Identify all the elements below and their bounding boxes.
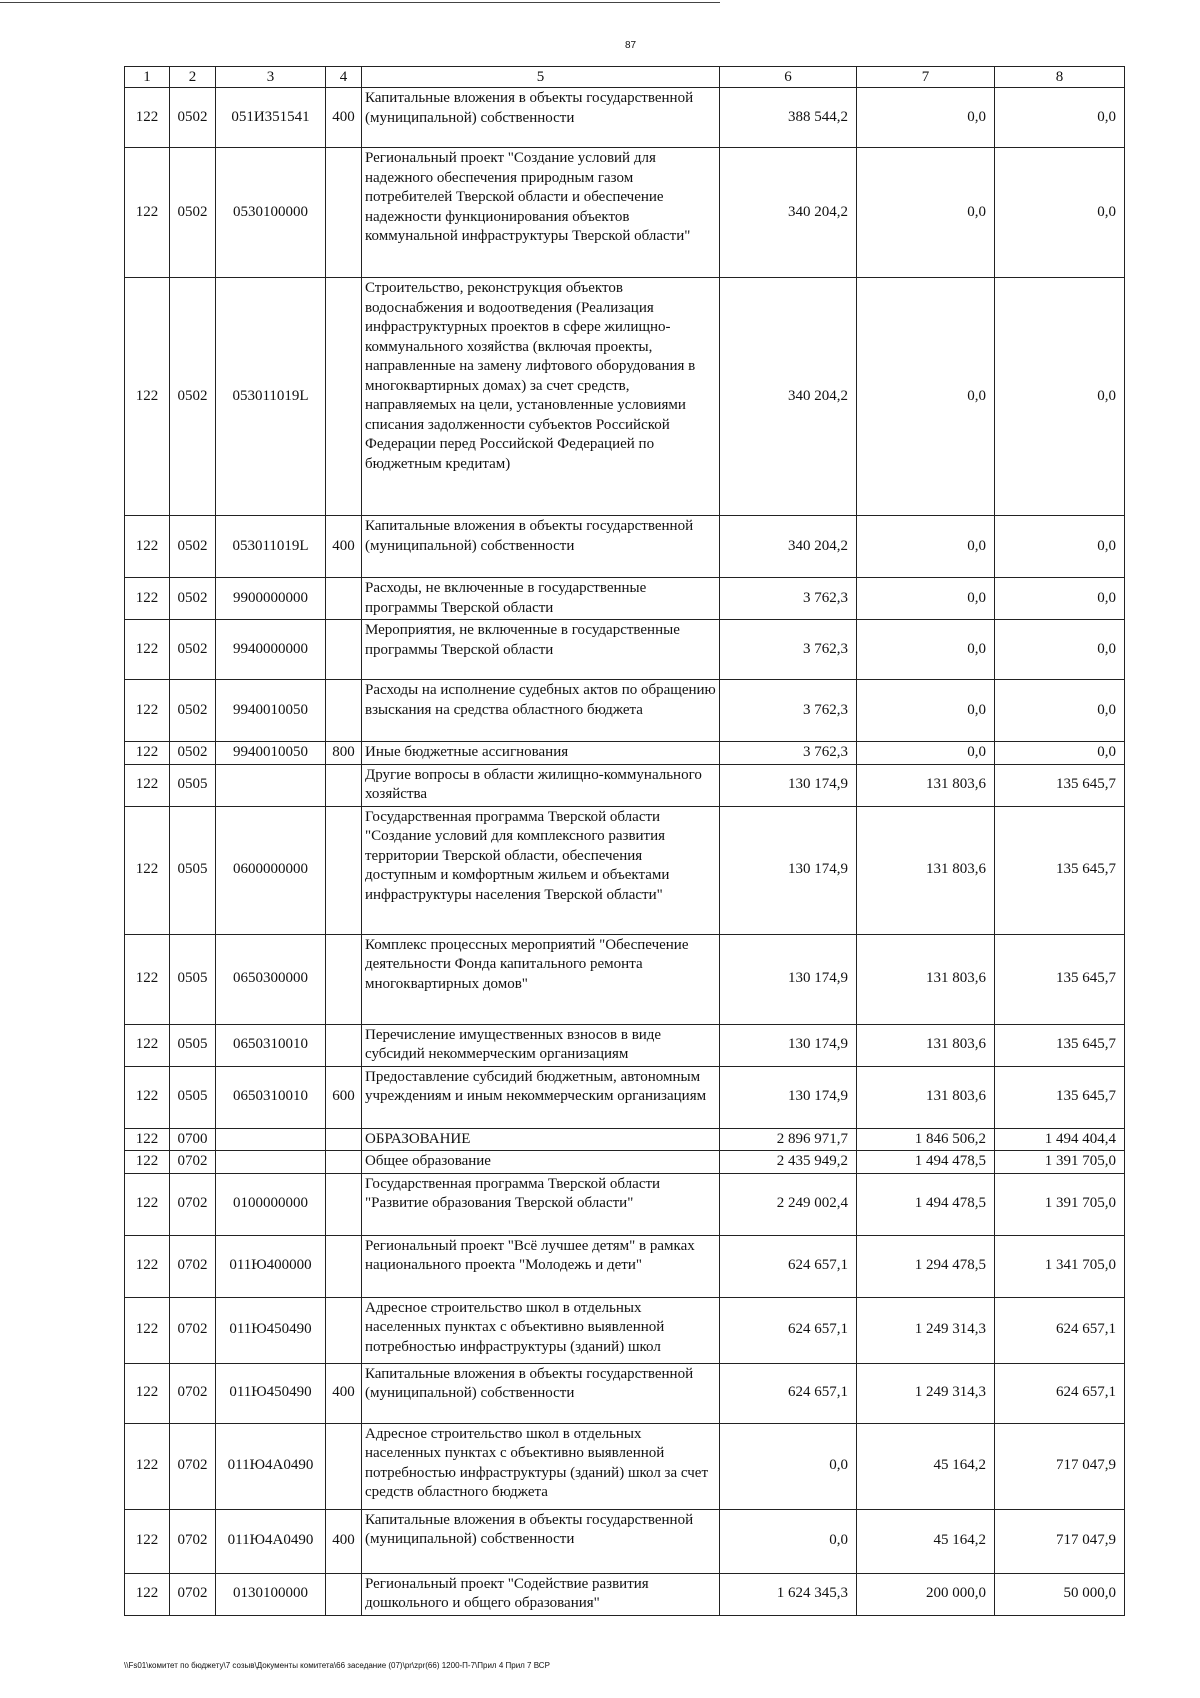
cell-amount-col8: 50 000,0: [995, 1573, 1125, 1615]
cell-amount-col7: 1 294 478,5: [857, 1235, 995, 1297]
cell-amount-col6: 130 174,9: [720, 1066, 857, 1128]
cell-amount-col6: 1 624 345,3: [720, 1573, 857, 1615]
cell-ministry-code: 122: [125, 680, 170, 742]
cell-ministry-code: 122: [125, 742, 170, 765]
cell-description: ОБРАЗОВАНИЕ: [362, 1128, 720, 1151]
cell-amount-col7: 0,0: [857, 148, 995, 278]
cell-description: Региональный проект "Содействие развития дошкольного и общего образования": [362, 1573, 720, 1615]
cell-section-code: 0505: [170, 1024, 216, 1066]
cell-amount-col7: 1 249 314,3: [857, 1297, 995, 1363]
cell-amount-col6: 3 762,3: [720, 620, 857, 680]
table-row: [125, 806, 1125, 934]
cell-section-code: 0702: [170, 1151, 216, 1174]
cell-ministry-code: 122: [125, 1024, 170, 1066]
table-row: [125, 88, 1125, 148]
cell-target-article: 0650310010: [216, 1066, 326, 1128]
cell-section-code: 0502: [170, 742, 216, 765]
cell-amount-col7: 131 803,6: [857, 1066, 995, 1128]
cell-target-article: 9900000000: [216, 578, 326, 620]
cell-description: Перечисление имущественных взносов в виде субсидий некоммерческим организациям: [362, 1024, 720, 1066]
cell-ministry-code: 122: [125, 620, 170, 680]
cell-ministry-code: 122: [125, 1573, 170, 1615]
header-row: [125, 67, 1125, 88]
table-row: [125, 1128, 1125, 1151]
cell-amount-col6: 130 174,9: [720, 934, 857, 1024]
cell-amount-col7: 0,0: [857, 278, 995, 516]
cell-amount-col8: 624 657,1: [995, 1363, 1125, 1423]
cell-target-article: 0600000000: [216, 806, 326, 934]
col-header: 4: [326, 67, 362, 88]
cell-ministry-code: 122: [125, 516, 170, 578]
table-row: [125, 1235, 1125, 1297]
cell-description: Капитальные вложения в объекты государственной (муниципальной) собственности: [362, 1363, 720, 1423]
cell-amount-col6: 3 762,3: [720, 742, 857, 765]
cell-amount-col8: 0,0: [995, 516, 1125, 578]
cell-description: Государственная программа Тверской области "Развитие образования Тверской области": [362, 1173, 720, 1235]
cell-amount-col7: 131 803,6: [857, 934, 995, 1024]
cell-target-article: 0650300000: [216, 934, 326, 1024]
cell-ministry-code: 122: [125, 764, 170, 806]
cell-amount-col8: 1 391 705,0: [995, 1151, 1125, 1174]
cell-amount-col7: 0,0: [857, 742, 995, 765]
cell-amount-col8: 0,0: [995, 620, 1125, 680]
cell-amount-col8: 135 645,7: [995, 1066, 1125, 1128]
cell-ministry-code: 122: [125, 1128, 170, 1151]
table-row: [125, 764, 1125, 806]
cell-amount-col8: 135 645,7: [995, 934, 1125, 1024]
page-number: 87: [625, 40, 637, 51]
cell-amount-col7: 1 494 478,5: [857, 1151, 995, 1174]
cell-amount-col8: 0,0: [995, 88, 1125, 148]
cell-amount-col7: 1 846 506,2: [857, 1128, 995, 1151]
cell-amount-col8: 717 047,9: [995, 1509, 1125, 1573]
cell-expense-type: [326, 578, 362, 620]
cell-amount-col7: 131 803,6: [857, 764, 995, 806]
cell-expense-type: [326, 1573, 362, 1615]
cell-amount-col7: 200 000,0: [857, 1573, 995, 1615]
cell-target-article: [216, 764, 326, 806]
cell-amount-col7: 1 249 314,3: [857, 1363, 995, 1423]
cell-section-code: 0505: [170, 1066, 216, 1128]
table-row: [125, 1363, 1125, 1423]
cell-description: Капитальные вложения в объекты государственной (муниципальной) собственности: [362, 1509, 720, 1573]
cell-amount-col7: 0,0: [857, 516, 995, 578]
cell-ministry-code: 122: [125, 1363, 170, 1423]
col-header: 8: [995, 67, 1125, 88]
table-row: [125, 1173, 1125, 1235]
cell-ministry-code: 122: [125, 1066, 170, 1128]
cell-amount-col8: 717 047,9: [995, 1423, 1125, 1509]
cell-target-article: 053011019L: [216, 516, 326, 578]
cell-ministry-code: 122: [125, 578, 170, 620]
table-row: [125, 578, 1125, 620]
cell-section-code: 0505: [170, 764, 216, 806]
cell-amount-col6: 2 435 949,2: [720, 1151, 857, 1174]
col-header: 2: [170, 67, 216, 88]
table-row: [125, 1297, 1125, 1363]
table-row: [125, 516, 1125, 578]
cell-section-code: 0502: [170, 278, 216, 516]
cell-expense-type: [326, 1235, 362, 1297]
cell-description: Иные бюджетные ассигнования: [362, 742, 720, 765]
cell-description: Региональный проект "Всё лучшее детям" в рамках национального проекта "Молодежь и дети": [362, 1235, 720, 1297]
cell-expense-type: [326, 1173, 362, 1235]
cell-target-article: 9940000000: [216, 620, 326, 680]
cell-amount-col7: 0,0: [857, 88, 995, 148]
cell-section-code: 0502: [170, 88, 216, 148]
cell-ministry-code: 122: [125, 88, 170, 148]
cell-target-article: 011Ю4А0490: [216, 1509, 326, 1573]
cell-ministry-code: 122: [125, 148, 170, 278]
cell-amount-col7: 131 803,6: [857, 806, 995, 934]
cell-description: Комплекс процессных мероприятий "Обеспечение деятельности Фонда капитального ремонта многоквартирных домов": [362, 934, 720, 1024]
col-header: 1: [125, 67, 170, 88]
cell-description: Предоставление субсидий бюджетным, автономным учреждениям и иным некоммерческим организациям: [362, 1066, 720, 1128]
cell-section-code: 0702: [170, 1423, 216, 1509]
table-row: [125, 1066, 1125, 1128]
table-row: [125, 1509, 1125, 1573]
cell-target-article: 011Ю400000: [216, 1235, 326, 1297]
cell-description: Региональный проект "Создание условий для надежного обеспечения природным газом потребителей Тверской области и обеспечение надежности функционирования объектов коммунальной инфраструктуры Тверской области": [362, 148, 720, 278]
cell-section-code: 0502: [170, 620, 216, 680]
cell-section-code: 0505: [170, 934, 216, 1024]
cell-amount-col8: 1 391 705,0: [995, 1173, 1125, 1235]
col-header: 7: [857, 67, 995, 88]
cell-target-article: 9940010050: [216, 680, 326, 742]
cell-description: Другие вопросы в области жилищно-коммунального хозяйства: [362, 764, 720, 806]
cell-amount-col6: 388 544,2: [720, 88, 857, 148]
cell-amount-col6: 624 657,1: [720, 1297, 857, 1363]
table-row: [125, 742, 1125, 765]
cell-ministry-code: 122: [125, 1173, 170, 1235]
cell-amount-col7: 45 164,2: [857, 1509, 995, 1573]
cell-amount-col8: 135 645,7: [995, 1024, 1125, 1066]
cell-description: Адресное строительство школ в отдельных населенных пунктах с объективно выявленной потребностью инфраструктуры (зданий) школ за счет средств областного бюджета: [362, 1423, 720, 1509]
scan-top-line: [0, 2, 720, 3]
cell-target-article: 011Ю4А0490: [216, 1423, 326, 1509]
cell-expense-type: [326, 1128, 362, 1151]
cell-expense-type: [326, 1151, 362, 1174]
cell-amount-col7: 0,0: [857, 620, 995, 680]
cell-amount-col6: 130 174,9: [720, 764, 857, 806]
cell-expense-type: [326, 764, 362, 806]
cell-amount-col8: 0,0: [995, 578, 1125, 620]
cell-amount-col6: 0,0: [720, 1509, 857, 1573]
cell-amount-col6: 340 204,2: [720, 278, 857, 516]
col-header: 6: [720, 67, 857, 88]
cell-amount-col8: 135 645,7: [995, 764, 1125, 806]
cell-ministry-code: 122: [125, 1423, 170, 1509]
table-row: [125, 680, 1125, 742]
cell-target-article: 0100000000: [216, 1173, 326, 1235]
cell-section-code: 0505: [170, 806, 216, 934]
cell-expense-type: 600: [326, 1066, 362, 1128]
cell-expense-type: [326, 148, 362, 278]
cell-section-code: 0702: [170, 1235, 216, 1297]
cell-amount-col8: 135 645,7: [995, 806, 1125, 934]
cell-ministry-code: 122: [125, 1297, 170, 1363]
cell-expense-type: 400: [326, 516, 362, 578]
cell-section-code: 0502: [170, 680, 216, 742]
cell-description: Государственная программа Тверской области "Создание условий для комплексного развития территории Тверской области, обеспечения доступным и комфортным жильем и объектами инфраструктуры населения Тверской области": [362, 806, 720, 934]
col-header: 5: [362, 67, 720, 88]
cell-target-article: 0650310010: [216, 1024, 326, 1066]
cell-amount-col6: 624 657,1: [720, 1363, 857, 1423]
file-path-footer: \\Fs01\комитет по бюджету\7 созыв\Документы комитета\66 заседание (07)\pr\zpr(66) 1200-П-7\Прил 4 Прил 7 ВСР: [124, 1661, 550, 1670]
cell-expense-type: [326, 620, 362, 680]
cell-ministry-code: 122: [125, 934, 170, 1024]
cell-section-code: 0702: [170, 1509, 216, 1573]
cell-ministry-code: 122: [125, 806, 170, 934]
cell-description: Мероприятия, не включенные в государственные программы Тверской области: [362, 620, 720, 680]
table-row: [125, 1151, 1125, 1174]
cell-amount-col8: 1 341 705,0: [995, 1235, 1125, 1297]
cell-amount-col6: 0,0: [720, 1423, 857, 1509]
cell-expense-type: [326, 1423, 362, 1509]
cell-amount-col8: 1 494 404,4: [995, 1128, 1125, 1151]
table-row: [125, 1024, 1125, 1066]
cell-expense-type: 400: [326, 88, 362, 148]
cell-description: Расходы на исполнение судебных актов по обращению взыскания на средства областного бюджета: [362, 680, 720, 742]
cell-target-article: [216, 1151, 326, 1174]
cell-amount-col8: 0,0: [995, 742, 1125, 765]
table-row: [125, 1423, 1125, 1509]
cell-target-article: 011Ю450490: [216, 1297, 326, 1363]
cell-amount-col6: 130 174,9: [720, 1024, 857, 1066]
cell-amount-col7: 0,0: [857, 578, 995, 620]
cell-section-code: 0702: [170, 1173, 216, 1235]
cell-expense-type: [326, 278, 362, 516]
cell-ministry-code: 122: [125, 1151, 170, 1174]
cell-section-code: 0502: [170, 148, 216, 278]
cell-description: Общее образование: [362, 1151, 720, 1174]
cell-expense-type: [326, 1297, 362, 1363]
cell-target-article: [216, 1128, 326, 1151]
cell-amount-col6: 3 762,3: [720, 680, 857, 742]
cell-expense-type: [326, 934, 362, 1024]
cell-description: Адресное строительство школ в отдельных населенных пунктах с объективно выявленной потребностью инфраструктуры (зданий) школ: [362, 1297, 720, 1363]
cell-ministry-code: 122: [125, 1235, 170, 1297]
cell-description: Расходы, не включенные в государственные программы Тверской области: [362, 578, 720, 620]
cell-amount-col7: 0,0: [857, 680, 995, 742]
cell-amount-col8: 0,0: [995, 148, 1125, 278]
cell-section-code: 0502: [170, 578, 216, 620]
cell-amount-col6: 624 657,1: [720, 1235, 857, 1297]
budget-table: [124, 66, 1125, 1616]
cell-amount-col6: 2 896 971,7: [720, 1128, 857, 1151]
cell-amount-col6: 340 204,2: [720, 516, 857, 578]
cell-section-code: 0700: [170, 1128, 216, 1151]
cell-target-article: 9940010050: [216, 742, 326, 765]
cell-expense-type: 800: [326, 742, 362, 765]
cell-target-article: 011Ю450490: [216, 1363, 326, 1423]
cell-target-article: 051И351541: [216, 88, 326, 148]
table-row: [125, 148, 1125, 278]
cell-ministry-code: 122: [125, 278, 170, 516]
table-row: [125, 278, 1125, 516]
cell-description: Строительство, реконструкция объектов водоснабжения и водоотведения (Реализация инфраструктурных проектов в сфере жилищно-коммунального хозяйства (включая проекты, направленные на замену лифтового оборудования в многоквартирных домах) за счет средств, направляемых на цели, установленные условиями списания задолженности субъектов Российской Федерации перед Российской Федерацией по бюджетным кредитам): [362, 278, 720, 516]
cell-target-article: 053011019L: [216, 278, 326, 516]
cell-amount-col6: 130 174,9: [720, 806, 857, 934]
cell-amount-col8: 624 657,1: [995, 1297, 1125, 1363]
cell-amount-col6: 2 249 002,4: [720, 1173, 857, 1235]
col-header: 3: [216, 67, 326, 88]
cell-amount-col6: 340 204,2: [720, 148, 857, 278]
cell-amount-col7: 45 164,2: [857, 1423, 995, 1509]
cell-amount-col8: 0,0: [995, 680, 1125, 742]
cell-section-code: 0502: [170, 516, 216, 578]
cell-description: Капитальные вложения в объекты государственной (муниципальной) собственности: [362, 88, 720, 148]
table-row: [125, 934, 1125, 1024]
cell-amount-col8: 0,0: [995, 278, 1125, 516]
cell-expense-type: [326, 1024, 362, 1066]
cell-section-code: 0702: [170, 1573, 216, 1615]
cell-target-article: 0530100000: [216, 148, 326, 278]
cell-expense-type: [326, 806, 362, 934]
cell-amount-col7: 131 803,6: [857, 1024, 995, 1066]
cell-expense-type: 400: [326, 1363, 362, 1423]
table-row: [125, 1573, 1125, 1615]
cell-amount-col7: 1 494 478,5: [857, 1173, 995, 1235]
cell-amount-col6: 3 762,3: [720, 578, 857, 620]
cell-section-code: 0702: [170, 1297, 216, 1363]
cell-target-article: 0130100000: [216, 1573, 326, 1615]
cell-expense-type: 400: [326, 1509, 362, 1573]
cell-description: Капитальные вложения в объекты государственной (муниципальной) собственности: [362, 516, 720, 578]
table-row: [125, 620, 1125, 680]
cell-expense-type: [326, 680, 362, 742]
cell-section-code: 0702: [170, 1363, 216, 1423]
cell-ministry-code: 122: [125, 1509, 170, 1573]
